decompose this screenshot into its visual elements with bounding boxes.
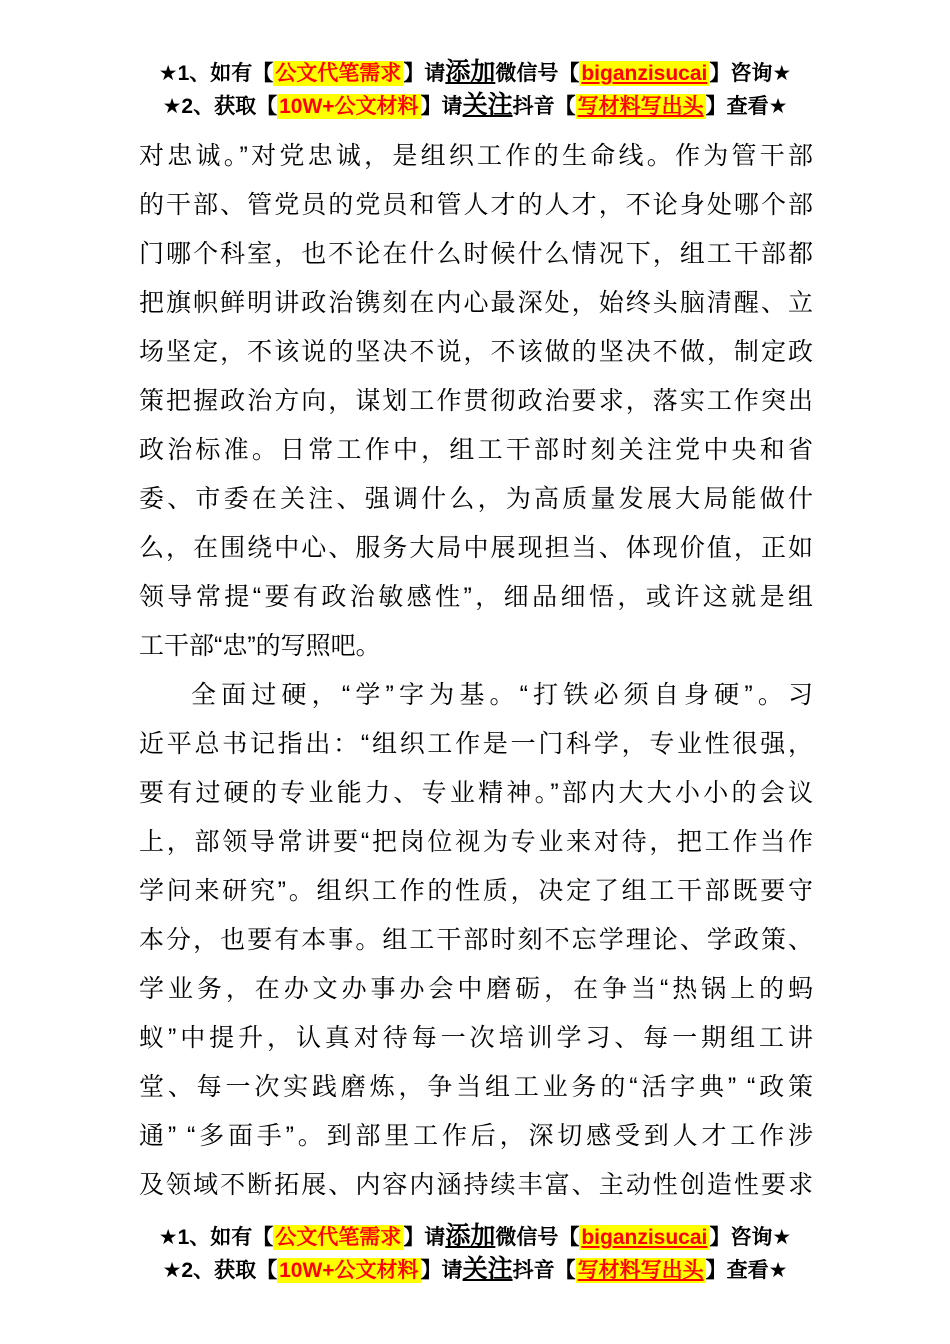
text-line: 上，部领导常讲要“把岗位视为专业来对待，把工作当作 — [139, 828, 813, 856]
text-line: 把旗帜鲜明讲政治镌刻在内心最深处，始终头脑清醒、立 — [139, 289, 813, 317]
text-line: 工干部“忠”的写照吧。 — [139, 632, 381, 660]
text-line: 对忠诚。”对党忠诚，是组织工作的生命线。作为管干部 — [139, 142, 813, 170]
text-line: 学业务，在办文办事办会中磨砺，在争当“热锅上的蚂 — [139, 975, 813, 1003]
promo-line-1 — [0, 1220, 950, 1253]
paragraph — [139, 671, 813, 1210]
promo-line-2 — [0, 1253, 950, 1286]
promo-highlight: 10W+公文材料 — [279, 95, 419, 118]
document-body — [139, 132, 813, 1210]
promo-highlight: 公文代笔需求 — [275, 62, 402, 85]
text-line: 要有过硬的专业能力、专业精神。”部内大大小小的会议 — [139, 779, 813, 807]
promo-text: 】查看★ — [705, 95, 788, 118]
text-line: 委、市委在关注、强调什么，为高质量发展大局能做什 — [139, 485, 813, 513]
text-line: 堂、每一次实践磨炼，争当组工业务的“活字典” “政策 — [139, 1073, 813, 1101]
promo-highlight-underline: biganzisucai — [581, 62, 708, 85]
promo-text: 抖音【 — [512, 1259, 576, 1282]
promo-text: ★2、获取【 — [162, 95, 278, 118]
text-line: 场坚定，不该说的坚决不说，不该做的坚决不做，制定政 — [139, 338, 813, 366]
promo-highlight-underline: 写材料写出头 — [577, 95, 704, 118]
promo-text: 】请 — [403, 1226, 446, 1249]
promo-highlight-underline: biganzisucai — [581, 1226, 708, 1249]
promo-text: ★1、如有【 — [158, 62, 274, 85]
promo-emphasis-underline: 关注 — [462, 91, 513, 119]
promo-emphasis-underline: 添加 — [445, 1222, 496, 1250]
text-line: 策把握政治方向，谋划工作贯彻政治要求，落实工作突出 — [139, 387, 813, 415]
text-line: 本分，也要有本事。组工干部时刻不忘学理论、学政策、 — [139, 926, 813, 954]
text-line: 门哪个科室，也不论在什么时候什么情况下，组工干部都 — [139, 240, 813, 268]
promo-emphasis-underline: 添加 — [445, 58, 496, 86]
text-line: 学问来研究”。组织工作的性质，决定了组工干部既要守 — [139, 877, 813, 905]
text-line: 通” “多面手”。到部里工作后，深切感受到人才工作涉 — [139, 1122, 813, 1150]
promo-text: 微信号【 — [495, 62, 580, 85]
header-promo-banner — [0, 0, 950, 122]
text-line: 近平总书记指出：“组织工作是一门科学，专业性很强， — [139, 730, 813, 758]
promo-highlight: 公文代笔需求 — [275, 1226, 402, 1249]
text-line: 领导常提“要有政治敏感性”，细品细悟，或许这就是组 — [139, 583, 813, 611]
promo-text: 】咨询★ — [709, 1226, 792, 1249]
text-line: 的干部、管党员的党员和管人才的人才，不论身处哪个部 — [139, 191, 813, 219]
promo-text: 微信号【 — [495, 1226, 580, 1249]
promo-text: 】咨询★ — [709, 62, 792, 85]
promo-highlight-underline: 写材料写出头 — [577, 1259, 704, 1282]
promo-text: ★2、获取【 — [162, 1259, 278, 1282]
promo-text: 】查看★ — [705, 1259, 788, 1282]
text-line: 全面过硬，“学”字为基。“打铁必须自身硬”。习 — [191, 681, 813, 709]
promo-highlight: 10W+公文材料 — [279, 1259, 419, 1282]
text-line: 么，在围绕中心、服务大局中展现担当、体现价值，正如 — [139, 534, 813, 562]
text-line: 及领域不断拓展、内容内涵持续丰富、主动性创造性要求 — [139, 1171, 813, 1199]
footer-promo-banner — [0, 1220, 950, 1286]
promo-text: 】请 — [420, 1259, 463, 1282]
promo-emphasis-underline: 关注 — [462, 1255, 513, 1283]
paragraph — [139, 132, 813, 671]
promo-text: ★1、如有【 — [158, 1226, 274, 1249]
promo-line-2 — [0, 89, 950, 122]
promo-text: 】请 — [420, 95, 463, 118]
text-line: 蚁”中提升，认真对待每一次培训学习、每一期组工讲 — [139, 1024, 813, 1052]
promo-line-1 — [0, 56, 950, 89]
text-line: 政治标准。日常工作中，组工干部时刻关注党中央和省 — [139, 436, 813, 464]
promo-text: 抖音【 — [512, 95, 576, 118]
promo-text: 】请 — [403, 62, 446, 85]
